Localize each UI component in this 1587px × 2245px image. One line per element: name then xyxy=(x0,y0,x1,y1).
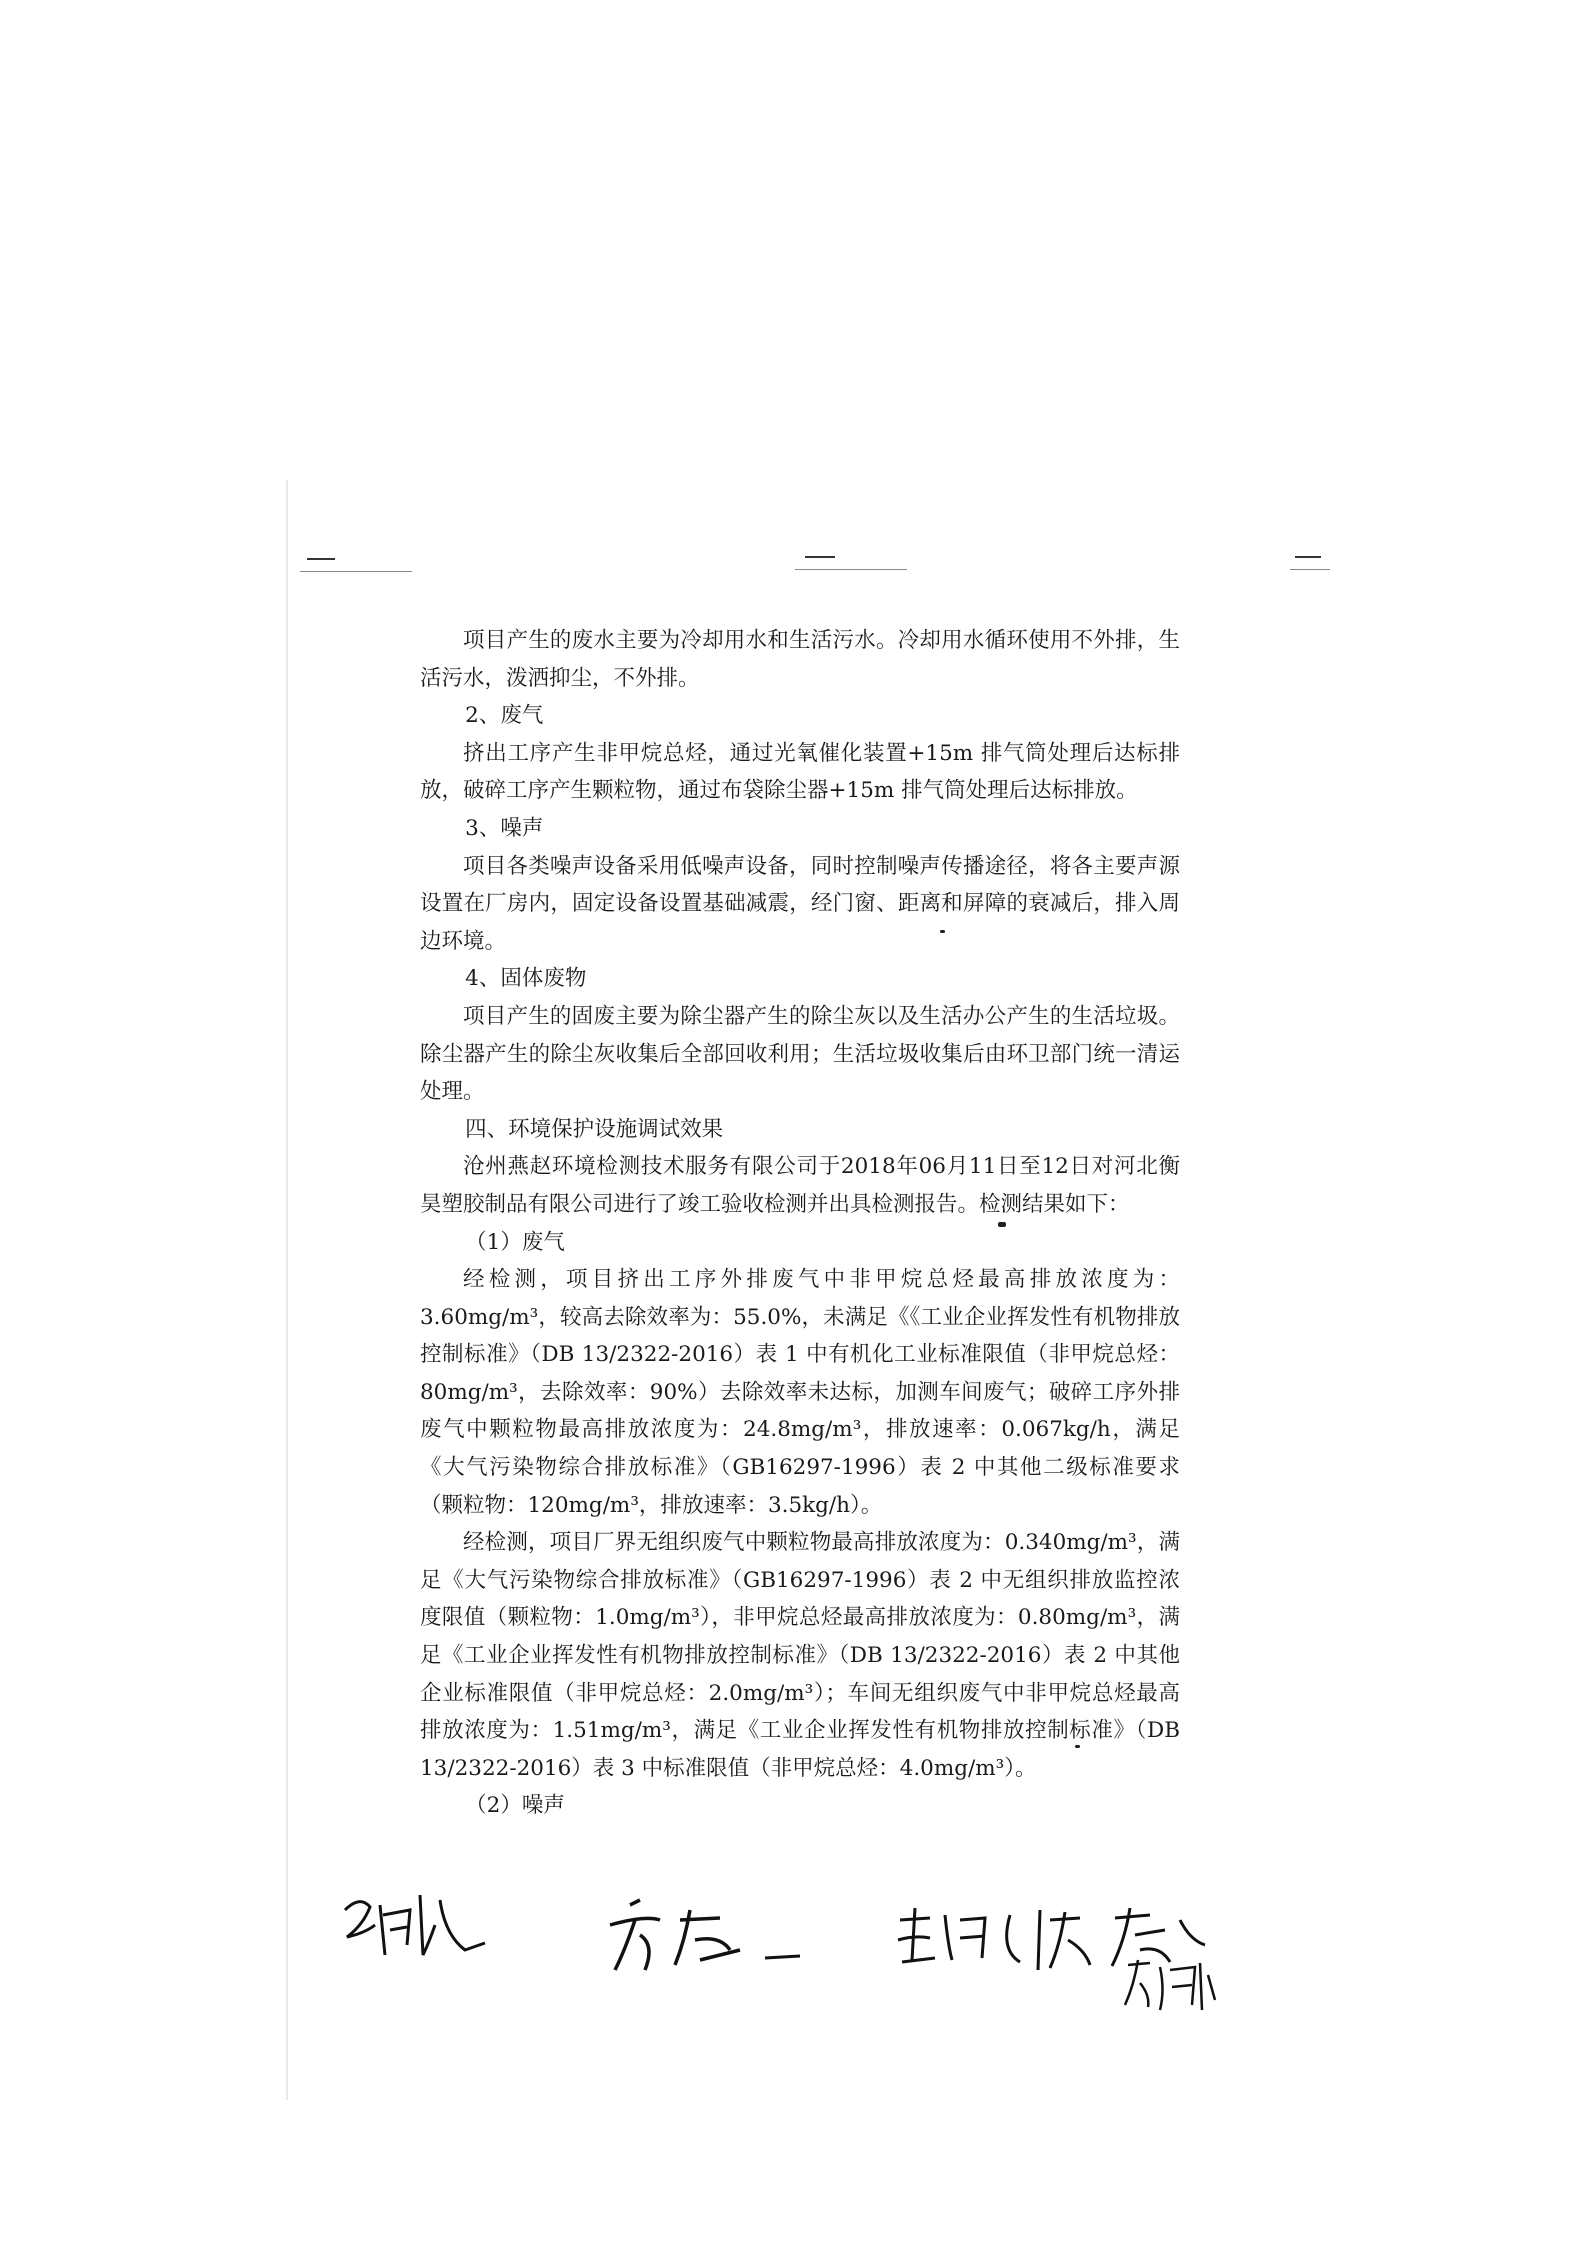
solid-waste-paragraph: 项目产生的固废主要为除尘器产生的除尘灰以及生活办公产生的生活垃圾。除尘器产生的除尘灰收集后全部回收利用；生活垃圾收集后由环卫部门统一清运处理。 xyxy=(420,1003,1180,1105)
scan-mark-center xyxy=(805,556,835,558)
signature-2 xyxy=(600,1890,825,1980)
heading-exhaust-results: （1）废气 xyxy=(465,1229,565,1255)
heading-noise-results: （2）噪声 xyxy=(465,1793,565,1819)
heading-section-4: 四、环境保护设施调试效果 xyxy=(465,1116,724,1142)
scan-mark-left xyxy=(307,558,335,560)
scan-dot xyxy=(940,930,945,933)
heading-noise: 3、噪声 xyxy=(465,815,544,841)
wastewater-paragraph: 项目产生的废水主要为冷却用水和生活污水。冷却用水循环使用不外排，生活污水，泼洒抑尘，不外排。 xyxy=(420,628,1180,691)
exhaust-paragraph: 挤出工序产生非甲烷总烃，通过光氧催化装置+15m 排气筒处理后达标排放，破碎工序产生颗粒物，通过布袋除尘器+15m 排气筒处理后达标排放。 xyxy=(420,740,1180,804)
scan-mark-right xyxy=(1295,556,1321,558)
scan-dash-right xyxy=(1290,569,1330,570)
scan-dot xyxy=(1075,1745,1080,1748)
heading-solid-waste: 4、固体废物 xyxy=(465,966,587,992)
heading-exhaust: 2、废气 xyxy=(465,703,544,729)
scan-dot xyxy=(998,1222,1006,1227)
noise-paragraph: 项目各类噪声设备采用低噪声设备，同时控制噪声传播途径，将各主要声源设置在厂房内，固定设备设置基础减震，经门窗、距离和屏障的衰减后，排入周边环境。 xyxy=(420,853,1180,954)
monitoring-paragraph: 沧州燕赵环境检测技术服务有限公司于2018年06月11日至12日对河北衡昊塑胶制品有限公司进行了竣工验收检测并出具检测报告。检测结果如下： xyxy=(420,1154,1180,1217)
fugitive-emission-paragraph: 经检测，项目厂界无组织废气中颗粒物最高排放浓度为：0.340mg/m³，满足《大气污染物综合排放标准》（GB16297-1996）表 2 中无组织排放监控浓度限值（颗粒物：1.0mg/m³），非甲烷总烃最高排放浓度为：0.80mg/m³，满足《工业企业挥发性有机物排放控制标准》（DB 13/2322-2016）表 2 中其他企业标准限值（非甲烷总烃：2.0mg/m³）；车间无组织废气中非甲烷总烃最高排放浓度为：1.51mg/m³，满足《工业企业挥发性有机物排放控制标准》（DB 13/2322-2016）表 3 中标准限值（非甲烷总烃：4.0mg/m³）。 xyxy=(420,1530,1180,1781)
scan-dash-left xyxy=(300,571,412,572)
signature-1 xyxy=(335,1885,500,1965)
scan-edge xyxy=(286,480,288,2100)
organized-emission-paragraph: 经检测，项目挤出工序外排废气中非甲烷总烃最高排放浓度为：3.60mg/m³，较高去除效率为：55.0%，未满足《《工业企业挥发性有机物排放控制标准》（DB 13/2322-2016）表 1 中有机化工业标准限值（非甲烷总烃：80mg/m³，去除效率：90%）去除效率未达标，加测车间废气；破碎工序外排废气中颗粒物最高排放浓度为：24.8mg/m³，排放速率：0.067kg/h，满足《大气污染物综合排放标准》（GB16297-1996）表 2 中其他二级标准要求（颗粒物：120mg/m³，排放速率：3.5kg/h）。 xyxy=(420,1267,1180,1518)
signature-4 xyxy=(1120,1955,1220,2015)
document-body xyxy=(420,622,1180,1825)
scan-dash-center xyxy=(795,569,907,570)
